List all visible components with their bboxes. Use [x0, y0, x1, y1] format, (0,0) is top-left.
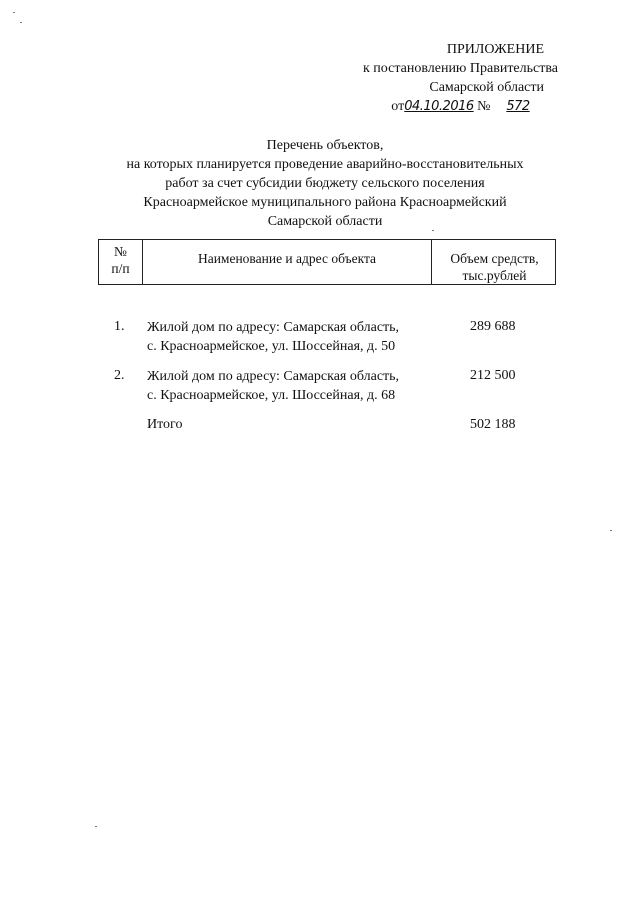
- scan-speck: [13, 12, 15, 13]
- header-number-line: №: [114, 244, 127, 259]
- header-amount-line: Объем средств,: [450, 251, 539, 266]
- row-number: 2.: [114, 368, 125, 383]
- row-name: [147, 318, 447, 356]
- date-prefix: от: [391, 99, 405, 114]
- row-name-line: с. Красноармейское, ул. Шоссейная, д. 68: [147, 388, 396, 403]
- handwritten-date: 04.10.2016: [404, 99, 474, 114]
- title-line: Самарской области: [267, 214, 383, 229]
- row-name-line: Жилой дом по адресу: Самарская область,: [147, 369, 400, 384]
- row-amount: 212 500: [470, 368, 516, 383]
- row-name-line: с. Красноармейское, ул. Шоссейная, д. 50: [147, 339, 396, 354]
- total-label: Итого: [147, 417, 183, 432]
- handwritten-number: 572: [506, 99, 530, 114]
- annex-block: [300, 40, 558, 116]
- annex-title: ПРИЛОЖЕНИЕ: [446, 42, 544, 57]
- header-amount: [432, 240, 557, 284]
- annex-subtitle: к постановлению Правительства: [362, 61, 558, 76]
- row-amount: 289 688: [470, 319, 516, 334]
- title-line: Перечень объектов,: [266, 138, 384, 153]
- title-line: на которых планируется проведение аварийно-восстановительных: [126, 157, 524, 172]
- document-title: [60, 136, 590, 231]
- table-header: [98, 239, 556, 285]
- header-name: Наименование и адрес объекта: [143, 240, 432, 284]
- title-line: работ за счет субсидии бюджету сельского поселения: [165, 176, 485, 191]
- number-prefix: №: [477, 99, 491, 114]
- scan-speck: [95, 826, 97, 827]
- scan-speck: [610, 530, 612, 531]
- annex-date-number: [300, 97, 558, 116]
- annex-region: Самарской области: [429, 80, 544, 95]
- row-number: 1.: [114, 319, 125, 334]
- header-number-line: п/п: [111, 261, 130, 276]
- row-name: [147, 367, 447, 405]
- row-name-line: Жилой дом по адресу: Самарская область,: [147, 320, 400, 335]
- scan-speck: [20, 22, 22, 23]
- scan-speck: [432, 230, 434, 231]
- header-amount-line: тыс.рублей: [462, 268, 527, 283]
- title-line: Красноармейское муниципального района Красноармейский: [143, 195, 507, 210]
- total-amount: 502 188: [470, 417, 516, 432]
- header-number: [99, 240, 143, 284]
